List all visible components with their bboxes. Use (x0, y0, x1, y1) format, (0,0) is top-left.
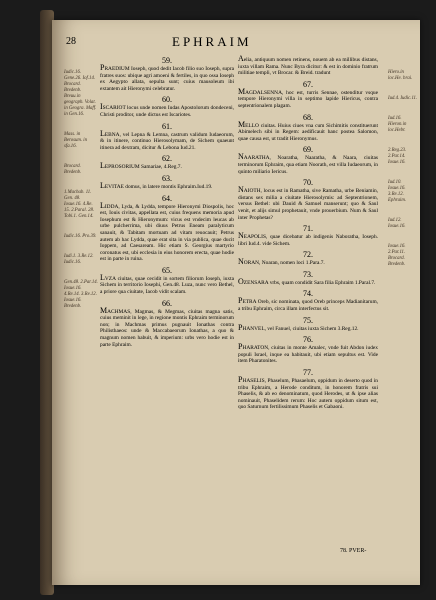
right-column (238, 56, 378, 414)
entry-number: 70. (303, 178, 313, 188)
page-header (62, 34, 362, 50)
margin-note: Iudi.1. 3.Re.12. Iudic.16. (64, 254, 94, 265)
margin-note: Iud.4. Iudic.11. (388, 96, 418, 101)
margin-note: Brocard. Bredenb. (64, 164, 82, 175)
entry-number: 72. (303, 250, 313, 260)
entry-text: LEVITAE domus, in latere montis Ephraim.Iud.19. (100, 180, 213, 190)
entry-number: 69. (303, 145, 313, 155)
entry (100, 154, 234, 171)
entry-text: LVZA ciuitas, quae cecidit in sortem filiorum Ioseph, iuxta Sichem in territorio Iosephi, Gen.48. Luza, nunc vero Bethel, a priore qua ciuitate, Iacob vidit scalam. (100, 272, 234, 296)
margin-note: Iudic.16. Pro.39. (64, 234, 97, 239)
entry-number: 77. (303, 368, 313, 378)
entry (238, 289, 378, 312)
left-margin-notes (64, 70, 98, 324)
entry-number: 63. (162, 173, 172, 183)
entry-number: 74. (303, 289, 313, 299)
entry-text: OZENSARA vrbs, quam condidit Sara filia Ephraim 1.Paral.7. (238, 276, 376, 286)
entry-number: 64. (162, 193, 172, 203)
catchword: 78. PVER- (340, 548, 367, 554)
entry (238, 178, 378, 221)
entry (100, 299, 234, 349)
entry-number: 67. (303, 79, 313, 89)
entry-text: NEAPOLIS, quae dicebatur ab indigenis Naboratha, Ioseph. libri Iud.4. vide Sichem. (238, 231, 378, 247)
margin-note: Iud.12. Iosue.16. (388, 218, 406, 229)
entry (238, 224, 378, 247)
margin-note: Iud.10. Iosue.16. 3.Re.12. Ephraim. (388, 180, 406, 203)
entry (238, 368, 378, 411)
entry-text: PRAEDIUM Ioseph, quod dedit Iacob filio suo Ioseph, supra fratres suos: ubique agri amoeni & fertiles, in quo ossa Ioseph ex Aegypto allata, sepulta sunt; cuius mausoleum ibi extantem ait Hieronymi celebratur. (100, 63, 234, 92)
entry-text: NORAN, Noaran, nomen loci 1.Para.7. (238, 257, 325, 267)
page-number: 28 (66, 36, 76, 47)
entry (100, 56, 234, 92)
margin-note: Iudic.16. Gene.26. Iof.14. Brocard. Bredenb. Breuu.in geograph. Volat. in Geogra. Maff. in Gen.16. (64, 70, 97, 117)
entry-text: PHASELIS, Phaselum, Phasaelum, oppidum in deserto quod in tribu Ephraim, a Herode conditum, in honorem fratris sui Phaselis, & ab eo denominatum, quod Herodes, ut & ipse alias nominauit, Phaselidem rerum: Hoc autem oppidum situm est, quo Saturnum fertilissimum Phaselis et Gabaoni. (238, 375, 378, 411)
entry-number: 65. (162, 265, 172, 275)
entry-number: 76. (303, 335, 313, 345)
entry-text: PHARATON, ciuitas in monte Amalec, vnde fuit Abdon iudex populi Israel, inque ea habitauit, ubi etiam sepultus est. Vide item Pharatonites. (238, 342, 378, 365)
margin-note: 2.Reg.23. 2.Par.14. Iosue.16. (388, 148, 407, 165)
entry (100, 95, 234, 118)
margin-note: 1.Machab. 11. Gen. 48. Iosue.16. 4.Re. 15. 2.Paral. 28. Tobi.1. Gen.14. (64, 190, 95, 219)
entry-text: MAGDALSENNA, hoc est, turris Sennae, ostenditur vsque tempore Hieronymi villa in septimo lapide Hiericus, contra septentrionalem plagam. (238, 86, 378, 109)
entry-number: 66. (162, 298, 172, 308)
entry-number: 61. (162, 121, 172, 131)
right-margin-notes (388, 70, 418, 282)
entry-text: LEBNA, vel Lepna & Lemna, castrum validum Iudaeorum, & in itinere, continuo Hierosolymam, de Sichem quaeunt itinera ad dextram, dicitur & Lebona Iud.21. (100, 128, 234, 151)
margin-note: Iud.16. Hieron.in loc.Hebr. (388, 116, 407, 133)
margin-note: Iosue.16. 2.Par.11. Brocard. Bredenb. (388, 244, 406, 267)
entry-text: LEPROSORIUM Samariae, 4.Reg.7. (100, 161, 182, 171)
entry-text: PETRA Oreb, sic nominata, quod Oreb princeps Madianitarum, a tribu Ephraim, circa illam interfectus sit. (238, 296, 378, 313)
entry-text: Aelia, antiquum nomen retinens, nouem ab ea millibus distans, iuxta villam Rama. Nunc Byra dicitur: & est in dominio fratrum militiae templi, vt Brocar. & Breid. tradunt (238, 54, 378, 77)
entry (100, 194, 234, 263)
running-title: EPHRAIM (172, 34, 252, 49)
entry (238, 56, 378, 77)
entry-text: MELLO ciuitas. Huius ciues vna cum Sichimitis constituerunt Abimelech sibi in Regem: aedificauit hanc postea Salomon, quae causa est, ut tradit Hieronymus. (238, 119, 378, 142)
entry (100, 174, 234, 191)
entry-text: MACHMAS, Magmas, & Megmas, ciuitas magna satis, cuius meminit in lege, in regione montis Ephraim terminorum non; in Machmas primus pugnauit Ionathas contra Philisthaeos: unde & Maccabaeorum Ionathas, a quo & magnum nomen habuit, & imperium: urbs vero hodie est in parte Ephraim. (100, 305, 234, 348)
entry (100, 266, 234, 296)
entry-number: 62. (162, 154, 172, 164)
entry-text: ISCARIOT locus unde nomen Iudas Apostolorum dondeceni, Christi proditor, unde dictus est Iscariotes. (100, 102, 234, 118)
margin-note: Mass. in Berosum. in sfa.16. (64, 132, 88, 149)
entry-number: 71. (303, 224, 313, 234)
entry-text: NAIOTH, locus est in Ramatha, sive Ramatha, urbe Beniamin, distans sex milia a ciuitate Hierosolymis: ad Septentrionem, versus Bethel: ubi Dauid & Samuel manserunt; quo & Saul venit, et alijs simul prophetauit, vnde prouerbium. Num & Saul inter Prophetas? (238, 185, 378, 221)
entry-number: 75. (303, 315, 313, 325)
entry (238, 335, 378, 365)
entry (238, 113, 378, 143)
entry (238, 145, 378, 175)
entry (238, 250, 378, 267)
entry-number: 59. (162, 56, 172, 65)
entry (238, 270, 378, 287)
entry-number: 68. (303, 112, 313, 122)
margin-note: Hiero.in loc.He. brai. (388, 70, 413, 81)
entry-number: 60. (162, 95, 172, 105)
left-column (100, 56, 234, 351)
entry-text: LIDDA, Lyda, & Lydda, tempore Hieronymi Diospolis, hoc est, Iouis civitas, appellata est, cuius frequens memoria apud Iosephum est & Hieronymum: vicus est vndecim leucas ab urbe pulcherrima, ubi diuus Petrus Eneam paralyticum sanauit, & Tabitam mortuam ad vitam reuocauit; Petrus autem ab hac Lydda, quae erat sita in via publica, quae ducit Ioppem, ad Caesaream. Hic etiam S. Georgius martyrio coronatus est, ubi ecclesia in eius honorem erecta, quae hodie est in parte in ruina. (100, 200, 234, 263)
margin-note: Gen.48. 2.Par.14. Iosue.16. 4.Re.14. 3.Re.12. Iosue.16. Bredenb. (64, 280, 98, 309)
entry-number: 73. (303, 269, 313, 279)
entry-text: NAARATHA, Noaratha, Naaratha, & Naara, ciuitas terminorum Ephraim, qua etiam Noorath, est villa Iudaeorum, in quinto miliario Iericus. (238, 152, 378, 175)
entry (238, 316, 378, 333)
entry-text: PHANVEL, vel Fanuel, ciuitas iuxta Sichem 3.Reg.12. (238, 322, 359, 332)
entry (238, 80, 378, 110)
entry (100, 122, 234, 152)
